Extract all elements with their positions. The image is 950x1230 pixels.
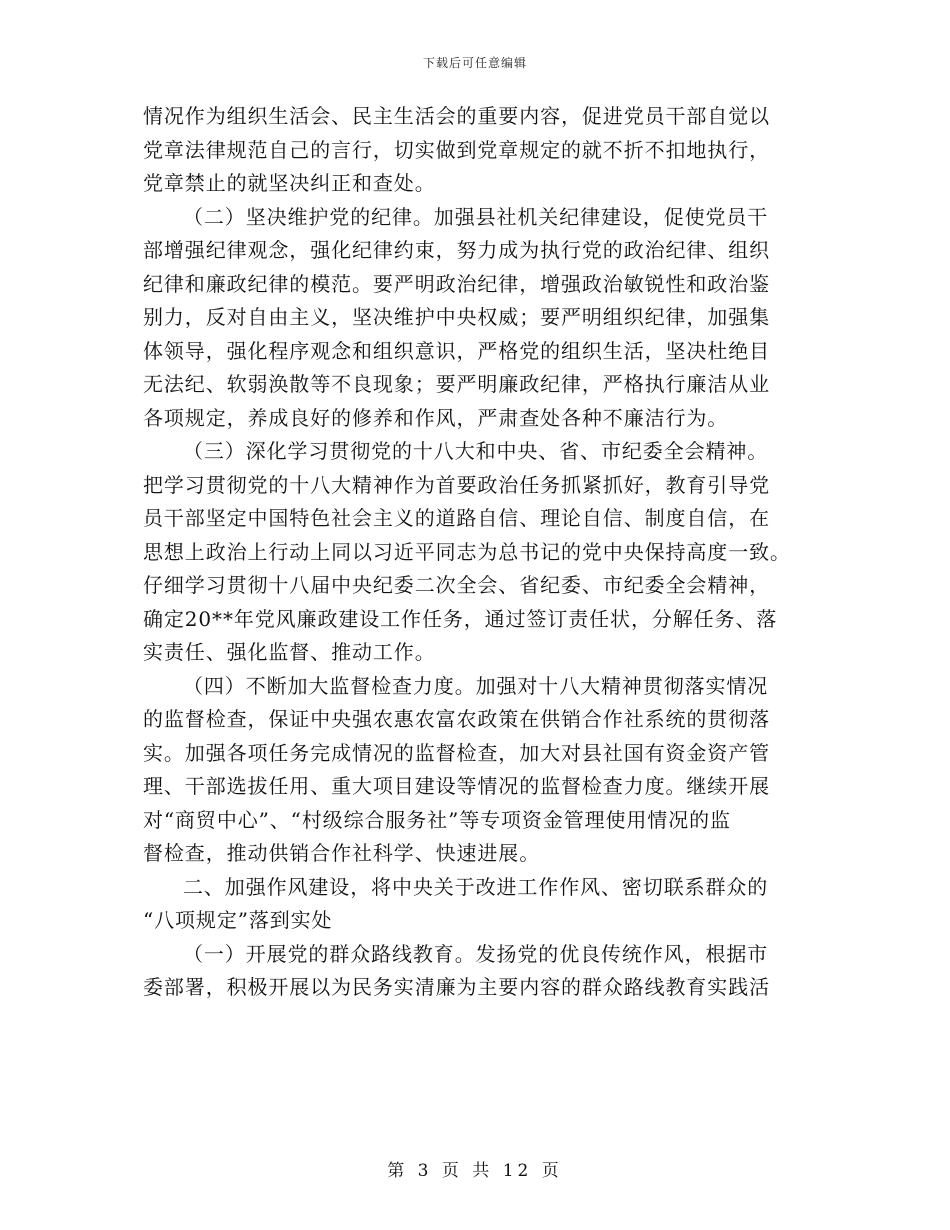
text-line: 把学习贯彻党的十八大精神作为首要政治任务抓紧抓好，教育引导党 xyxy=(143,472,770,497)
document-body xyxy=(143,100,808,1005)
text-line: 体领导，强化程序观念和组织意识，严格党的组织生活，坚决杜绝目 xyxy=(143,338,770,363)
text-line: 对“商贸中心”、“村级综合服务社”等专项资金管理使用情况的监 xyxy=(143,807,731,832)
text-line: 党章法律规范自己的言行，切实做到党章规定的就不折不扣地执行， xyxy=(143,137,770,162)
page-header: 下载后可任意编辑 xyxy=(422,56,527,70)
text-line: 党章禁止的就坚决纠正和查处。 xyxy=(143,171,436,195)
section-heading-work-style xyxy=(143,871,808,938)
text-line: （三）深化学习贯彻党的十八大和中央、省、市纪委全会精神。 xyxy=(183,439,769,463)
text-line: 纪律和廉政纪律的模范。要严明政治纪律，增强政治敏锐性和政治鉴 xyxy=(143,271,770,296)
text-line: 实责任、强化监督、推动工作。 xyxy=(143,640,436,664)
page-number-footer: 第 3 页 共 12 页 xyxy=(387,1161,563,1181)
text-line: 督检查，推动供销合作社科学、快速进展。 xyxy=(143,841,541,865)
text-line: 的监督检查，保证中央强农惠农富农政策在供销合作社系统的贯彻落 xyxy=(143,707,770,731)
text-line: （一）开展党的群众路线教育。发扬党的优良传统作风，根据市 xyxy=(183,941,769,966)
text-line: 委部署，积极开展以为民务实清廉为主要内容的群众路线教育实践活 xyxy=(143,975,770,999)
text-line: 仔细学习贯彻十八届中央纪委二次全会、省纪委、市纪委全会精神， xyxy=(143,573,770,597)
paragraph-supervision xyxy=(143,670,808,871)
text-line: 二、加强作风建设，将中央关于改进工作作风、密切联系群众的 xyxy=(183,874,769,899)
paragraph-continuation xyxy=(143,100,808,201)
text-line: 员干部坚定中国特色社会主义的道路自信、理论自信、制度自信，在 xyxy=(143,506,770,530)
text-line: 理、干部选拔任用、重大项目建设等情况的监督检查力度。继续开展 xyxy=(143,774,770,798)
paragraph-mass-line xyxy=(143,938,808,1005)
paragraph-study-spirit xyxy=(143,435,808,670)
text-line: “八项规定”落到实处 xyxy=(143,908,333,932)
text-line: 无法纪、软弱涣散等不良现象；要严明廉政纪律，严格执行廉洁从业 xyxy=(143,372,770,396)
text-line: （二）坚决维护党的纪律。加强县社机关纪律建设，促使党员干 xyxy=(183,204,769,229)
text-line: 确定20**年党风廉政建设工作任务，通过签订责任状，分解任务、落 xyxy=(143,606,778,631)
paragraph-party-discipline xyxy=(143,201,808,436)
text-line: 情况作为组织生活会、民主生活会的重要内容，促进党员干部自觉以 xyxy=(143,104,770,128)
text-line: 别力，反对自由主义，坚决维护中央权威；要严明组织纪律，加强集 xyxy=(143,305,770,329)
text-line: （四）不断加大监督检查力度。加强对十八大精神贯彻落实情况 xyxy=(183,673,769,698)
text-line: 实。加强各项任务完成情况的监督检查，加大对县社国有资金资产管 xyxy=(143,740,770,765)
text-line: 各项规定，养成良好的修养和作风，严肃查处各种不廉洁行为。 xyxy=(143,405,729,430)
text-line: 部增强纪律观念，强化纪律约束，努力成为执行党的政治纪律、组织 xyxy=(143,238,770,262)
text-line: 思想上政治上行动上同以习近平同志为总书记的党中央保持高度一致。 xyxy=(143,539,791,564)
